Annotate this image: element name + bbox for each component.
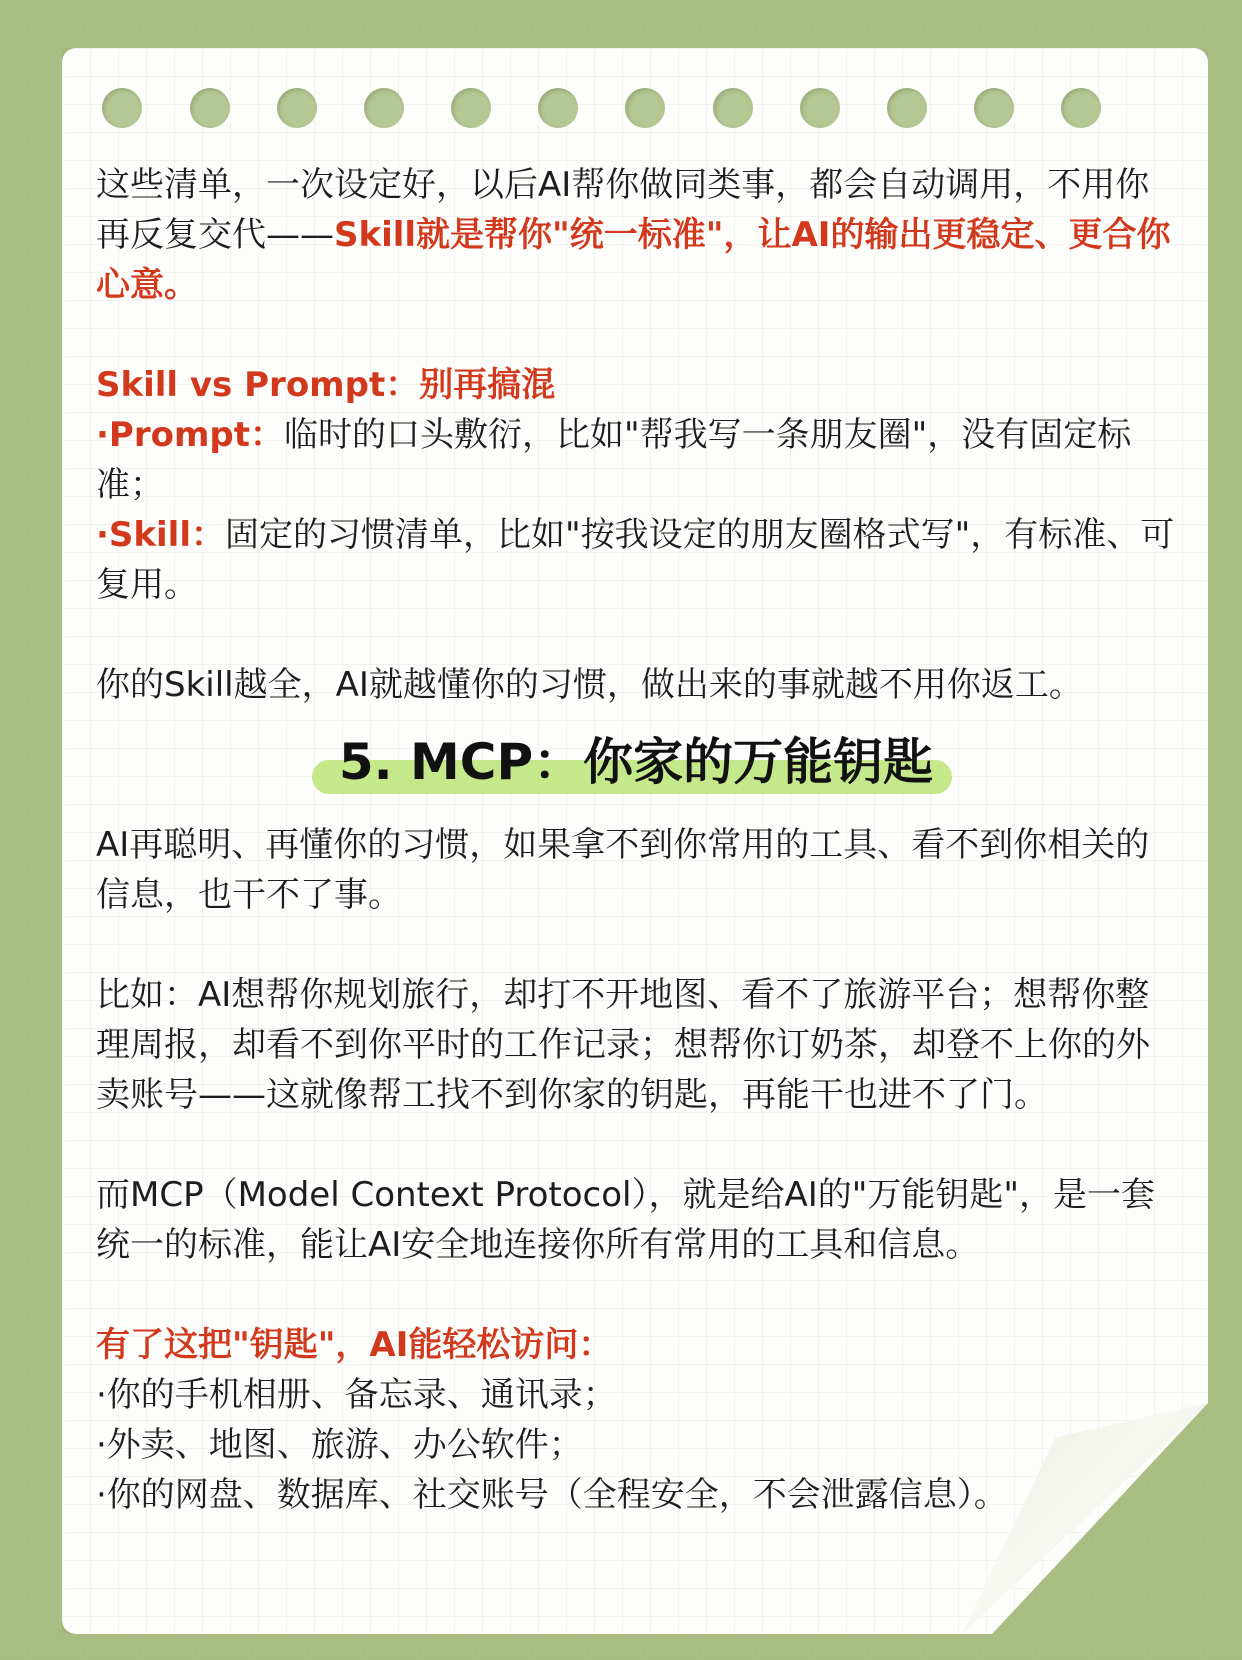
skill-definition xyxy=(96,510,1176,610)
comparison-title: Skill vs Prompt：别再搞混 xyxy=(96,365,556,405)
skill-summary-paragraph xyxy=(96,160,1176,310)
mcp-intro-paragraph: AI再聪明、再懂你的习惯，如果拿不到你常用的工具、看不到你相关的信息，也干不了事。 xyxy=(96,825,1150,915)
binder-hole xyxy=(364,88,404,128)
skill-summary-emphasis: Skill就是帮你"统一标准"，让AI的输出更稳定、更合你心意。 xyxy=(96,215,1171,305)
binder-hole xyxy=(800,88,840,128)
prompt-label: ·Prompt： xyxy=(96,415,284,455)
access-title: 有了这把"钥匙"，AI能轻松访问： xyxy=(96,1325,613,1365)
spacer xyxy=(96,1120,1176,1170)
binder-holes xyxy=(0,0,1242,140)
section-heading: 5. MCP：你家的万能钥匙 xyxy=(338,733,934,791)
binder-hole xyxy=(1061,88,1101,128)
access-item: ·你的网盘、数据库、社交账号（全程安全，不会泄露信息）。 xyxy=(96,1475,1008,1515)
binder-hole xyxy=(538,88,578,128)
binder-hole xyxy=(974,88,1014,128)
binder-hole xyxy=(451,88,491,128)
article-body xyxy=(96,160,1176,1520)
binder-hole xyxy=(277,88,317,128)
spacer xyxy=(96,310,1176,360)
spacer xyxy=(96,920,1176,970)
spacer xyxy=(96,1270,1176,1320)
section-heading-block xyxy=(96,710,1176,820)
mcp-definition-paragraph: 而MCP（Model Context Protocol），就是给AI的"万能钥匙"，是一套统一的标准，能让AI安全地连接你所有常用的工具和信息。 xyxy=(96,1175,1156,1265)
skill-label: ·Skill： xyxy=(96,515,225,555)
skill-text: 固定的习惯清单，比如"按我设定的朋友圈格式写"，有标准、可复用。 xyxy=(96,515,1175,605)
binder-hole xyxy=(102,88,142,128)
skill-summary-text: 这些清单，一次设定好，以后AI帮你做同类事，都会自动调用，不用你再反复交代—— xyxy=(96,165,1150,255)
skill-conclusion: 你的Skill越全，AI就越懂你的习惯，做出来的事就越不用你返工。 xyxy=(96,665,1083,705)
binder-hole xyxy=(887,88,927,128)
prompt-text: 临时的口头敷衍，比如"帮我写一条朋友圈"，没有固定标准； xyxy=(96,415,1132,505)
access-item: ·你的手机相册、备忘录、通讯录； xyxy=(96,1375,617,1415)
binder-hole xyxy=(625,88,665,128)
access-item: ·外卖、地图、旅游、办公软件； xyxy=(96,1425,583,1465)
binder-hole xyxy=(713,88,753,128)
prompt-definition xyxy=(96,410,1176,510)
mcp-example-paragraph: 比如：AI想帮你规划旅行，却打不开地图、看不了旅游平台；想帮你整理周报，却看不到你平时的工作记录；想帮你订奶茶，却登不上你的外卖账号——这就像帮工找不到你家的钥匙，再能干也进不了门。 xyxy=(96,975,1150,1115)
spacer xyxy=(96,610,1176,660)
binder-hole xyxy=(190,88,230,128)
